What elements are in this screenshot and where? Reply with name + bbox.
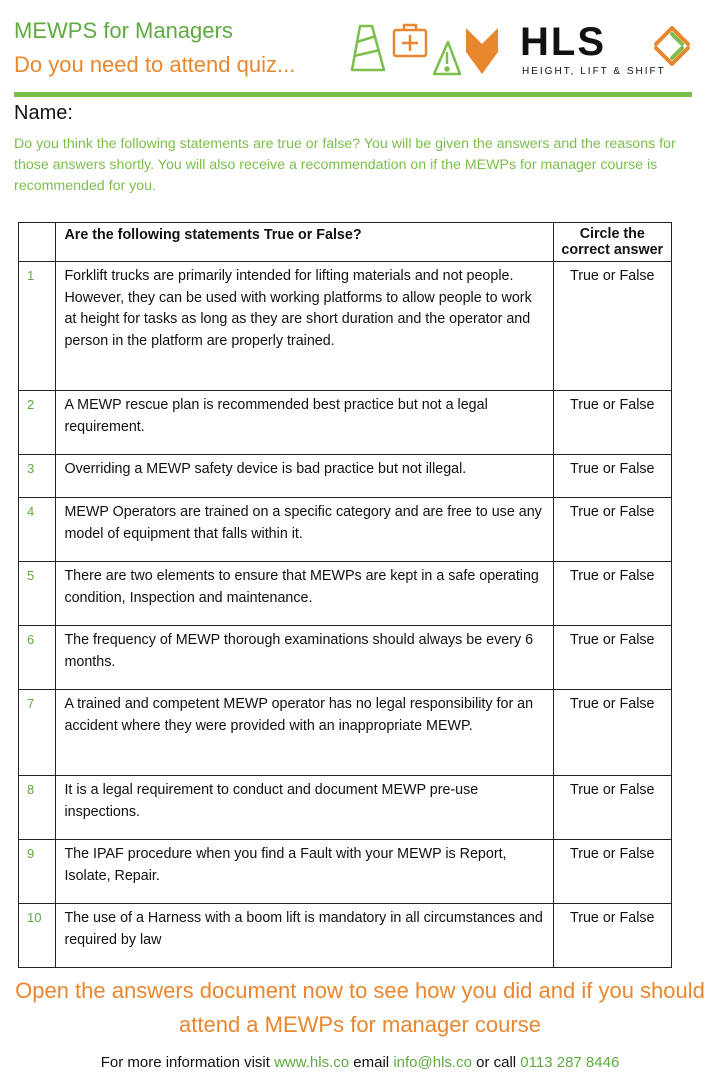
phone-number: 0113 287 8446 xyxy=(520,1054,620,1071)
hls-logo xyxy=(520,20,695,82)
table-row xyxy=(19,262,672,391)
row-answer[interactable]: True or False xyxy=(553,776,671,840)
row-statement: A trained and competent MEWP operator has no legal responsibility for an accident where they were provided with an inappropriate MEWP. xyxy=(56,690,553,776)
row-answer[interactable]: True or False xyxy=(553,840,671,904)
table-row xyxy=(19,562,672,626)
row-answer[interactable]: True or False xyxy=(553,498,671,562)
warning-triangle-icon xyxy=(434,42,460,74)
info-prefix: For more information visit xyxy=(100,1054,270,1071)
page-subtitle: Do you need to attend quiz... xyxy=(14,52,296,77)
website-link[interactable]: www.hls.co xyxy=(274,1054,350,1071)
table-row xyxy=(19,840,672,904)
logo-tagline: HEIGHT, LIFT & SHIFT xyxy=(522,66,666,77)
first-aid-icon xyxy=(394,25,426,56)
header-answer: Circle the correct answer xyxy=(553,223,671,262)
table-row xyxy=(19,690,672,776)
row-answer[interactable]: True or False xyxy=(553,690,671,776)
email-label: email xyxy=(353,1054,390,1071)
row-number: 1 xyxy=(19,262,56,391)
table-row xyxy=(19,626,672,690)
logo-text: HLS xyxy=(520,20,606,64)
table-header-row xyxy=(19,223,672,262)
row-statement: Forklift trucks are primarily intended for lifting materials and not people. However, they can be used with working platforms to allow people to work at height for tasks as long as they are short duration and the operator and person in the platform are properly trained. xyxy=(56,262,553,391)
table-row xyxy=(19,498,672,562)
row-number: 8 xyxy=(19,776,56,840)
table-row xyxy=(19,455,672,498)
row-number: 9 xyxy=(19,840,56,904)
row-answer[interactable]: True or False xyxy=(553,626,671,690)
row-answer[interactable]: True or False xyxy=(553,262,671,391)
row-statement: There are two elements to ensure that MEWPs are kept in a safe operating condition, Inspection and maintenance. xyxy=(56,562,553,626)
table-row xyxy=(19,904,672,968)
row-answer[interactable]: True or False xyxy=(553,562,671,626)
diamond-icon xyxy=(650,24,694,68)
row-number: 3 xyxy=(19,455,56,498)
row-number: 5 xyxy=(19,562,56,626)
header-divider xyxy=(14,92,692,97)
row-number: 10 xyxy=(19,904,56,968)
row-number: 4 xyxy=(19,498,56,562)
cone-icon xyxy=(352,26,384,70)
table-row xyxy=(19,391,672,455)
row-answer[interactable]: True or False xyxy=(553,904,671,968)
quiz-body xyxy=(19,262,672,968)
intro-text: Do you think the following statements are true or false? You will be given the answers and the reasons for those answers shortly. You will also receive a recommendation on if the MEWPs for manager course is recommended for you. xyxy=(14,136,676,194)
quiz-table xyxy=(18,222,672,968)
row-statement: A MEWP rescue plan is recommended best practice but not a legal requirement. xyxy=(56,391,553,455)
row-statement: Overriding a MEWP safety device is bad practice but not illegal. xyxy=(56,455,553,498)
row-statement: MEWP Operators are trained on a specific category and are free to use any model of equipment that falls within it. xyxy=(56,498,553,562)
page-title: MEWPS for Managers xyxy=(14,18,233,43)
footer-cta: Open the answers document now to see how you did and if you should attend a MEWPs for manager course xyxy=(15,978,705,1037)
row-statement: It is a legal requirement to conduct and document MEWP pre-use inspections. xyxy=(56,776,553,840)
chevron-down-icon xyxy=(466,28,498,74)
page-header xyxy=(0,0,720,92)
row-answer[interactable]: True or False xyxy=(553,391,671,455)
row-number: 7 xyxy=(19,690,56,776)
row-statement: The use of a Harness with a boom lift is mandatory in all circumstances and required by law xyxy=(56,904,553,968)
email-link[interactable]: info@hls.co xyxy=(393,1054,472,1071)
footer-info xyxy=(0,1054,720,1071)
name-label: Name: xyxy=(14,102,73,124)
row-statement: The frequency of MEWP thorough examinations should always be every 6 months. xyxy=(56,626,553,690)
row-statement: The IPAF procedure when you find a Fault with your MEWP is Report, Isolate, Repair. xyxy=(56,840,553,904)
header-num xyxy=(19,223,56,262)
table-row xyxy=(19,776,672,840)
header-statement: Are the following statements True or False? xyxy=(56,223,553,262)
row-number: 6 xyxy=(19,626,56,690)
row-answer[interactable]: True or False xyxy=(553,455,671,498)
call-label: or call xyxy=(476,1054,517,1071)
row-number: 2 xyxy=(19,391,56,455)
header-icons xyxy=(350,22,510,78)
